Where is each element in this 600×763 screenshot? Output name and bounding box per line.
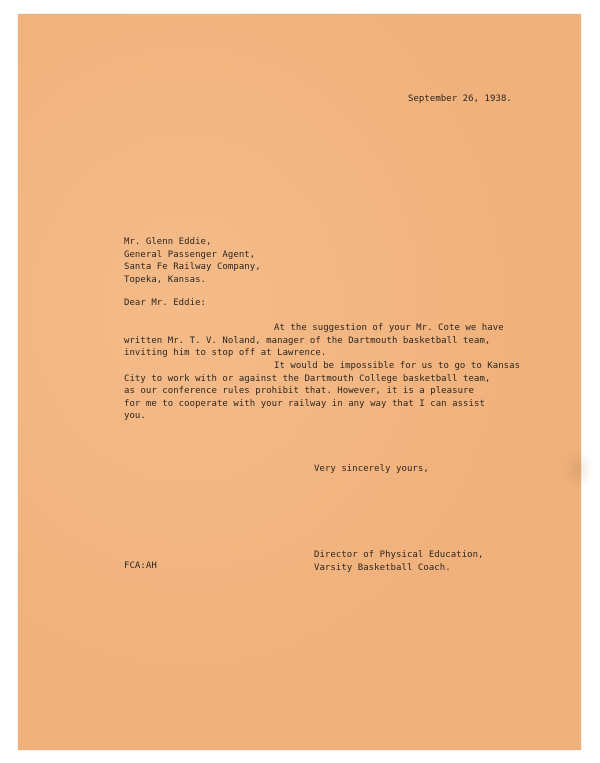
recipient-address <box>124 236 261 286</box>
salutation: Dear Mr. Eddie: <box>124 298 207 308</box>
signature-line: Director of Physical Education, <box>314 550 484 560</box>
address-line: Santa Fe Railway Company, <box>124 262 261 273</box>
signature-line: Varsity Basketball Coach. <box>314 562 451 573</box>
reference-initials: FCA:AH <box>124 561 157 571</box>
paragraph-1 <box>124 322 504 360</box>
paragraph-line: as our conference rules prohibit that. However, it is a pleasure <box>124 386 474 397</box>
letter-date: September 26, 1938. <box>408 94 512 104</box>
paragraph-line: At the suggestion of your Mr. Cote we have <box>274 323 504 333</box>
address-line: General Passenger Agent, <box>124 249 256 260</box>
paragraph-line: written Mr. T. V. Noland, manager of the Dartmouth basketball team, <box>124 335 491 346</box>
paper-stain <box>563 449 593 489</box>
complimentary-close: Very sincerely yours, <box>314 464 429 474</box>
paragraph-line: City to work with or against the Dartmouth College basketball team, <box>124 373 491 384</box>
address-line: Mr. Glenn Eddie, <box>124 237 212 247</box>
paragraph-line: you. <box>124 411 146 422</box>
paragraph-2 <box>124 360 520 423</box>
paragraph-line: for me to cooperate with your railway in any way that I can assist <box>124 398 485 409</box>
letter-page <box>18 14 581 750</box>
paragraph-line: inviting him to stop off at Lawrence. <box>124 348 327 359</box>
address-line: Topeka, Kansas. <box>124 274 207 285</box>
signature-block <box>314 549 484 574</box>
paragraph-line: It would be impossible for us to go to Kansas <box>274 361 521 371</box>
